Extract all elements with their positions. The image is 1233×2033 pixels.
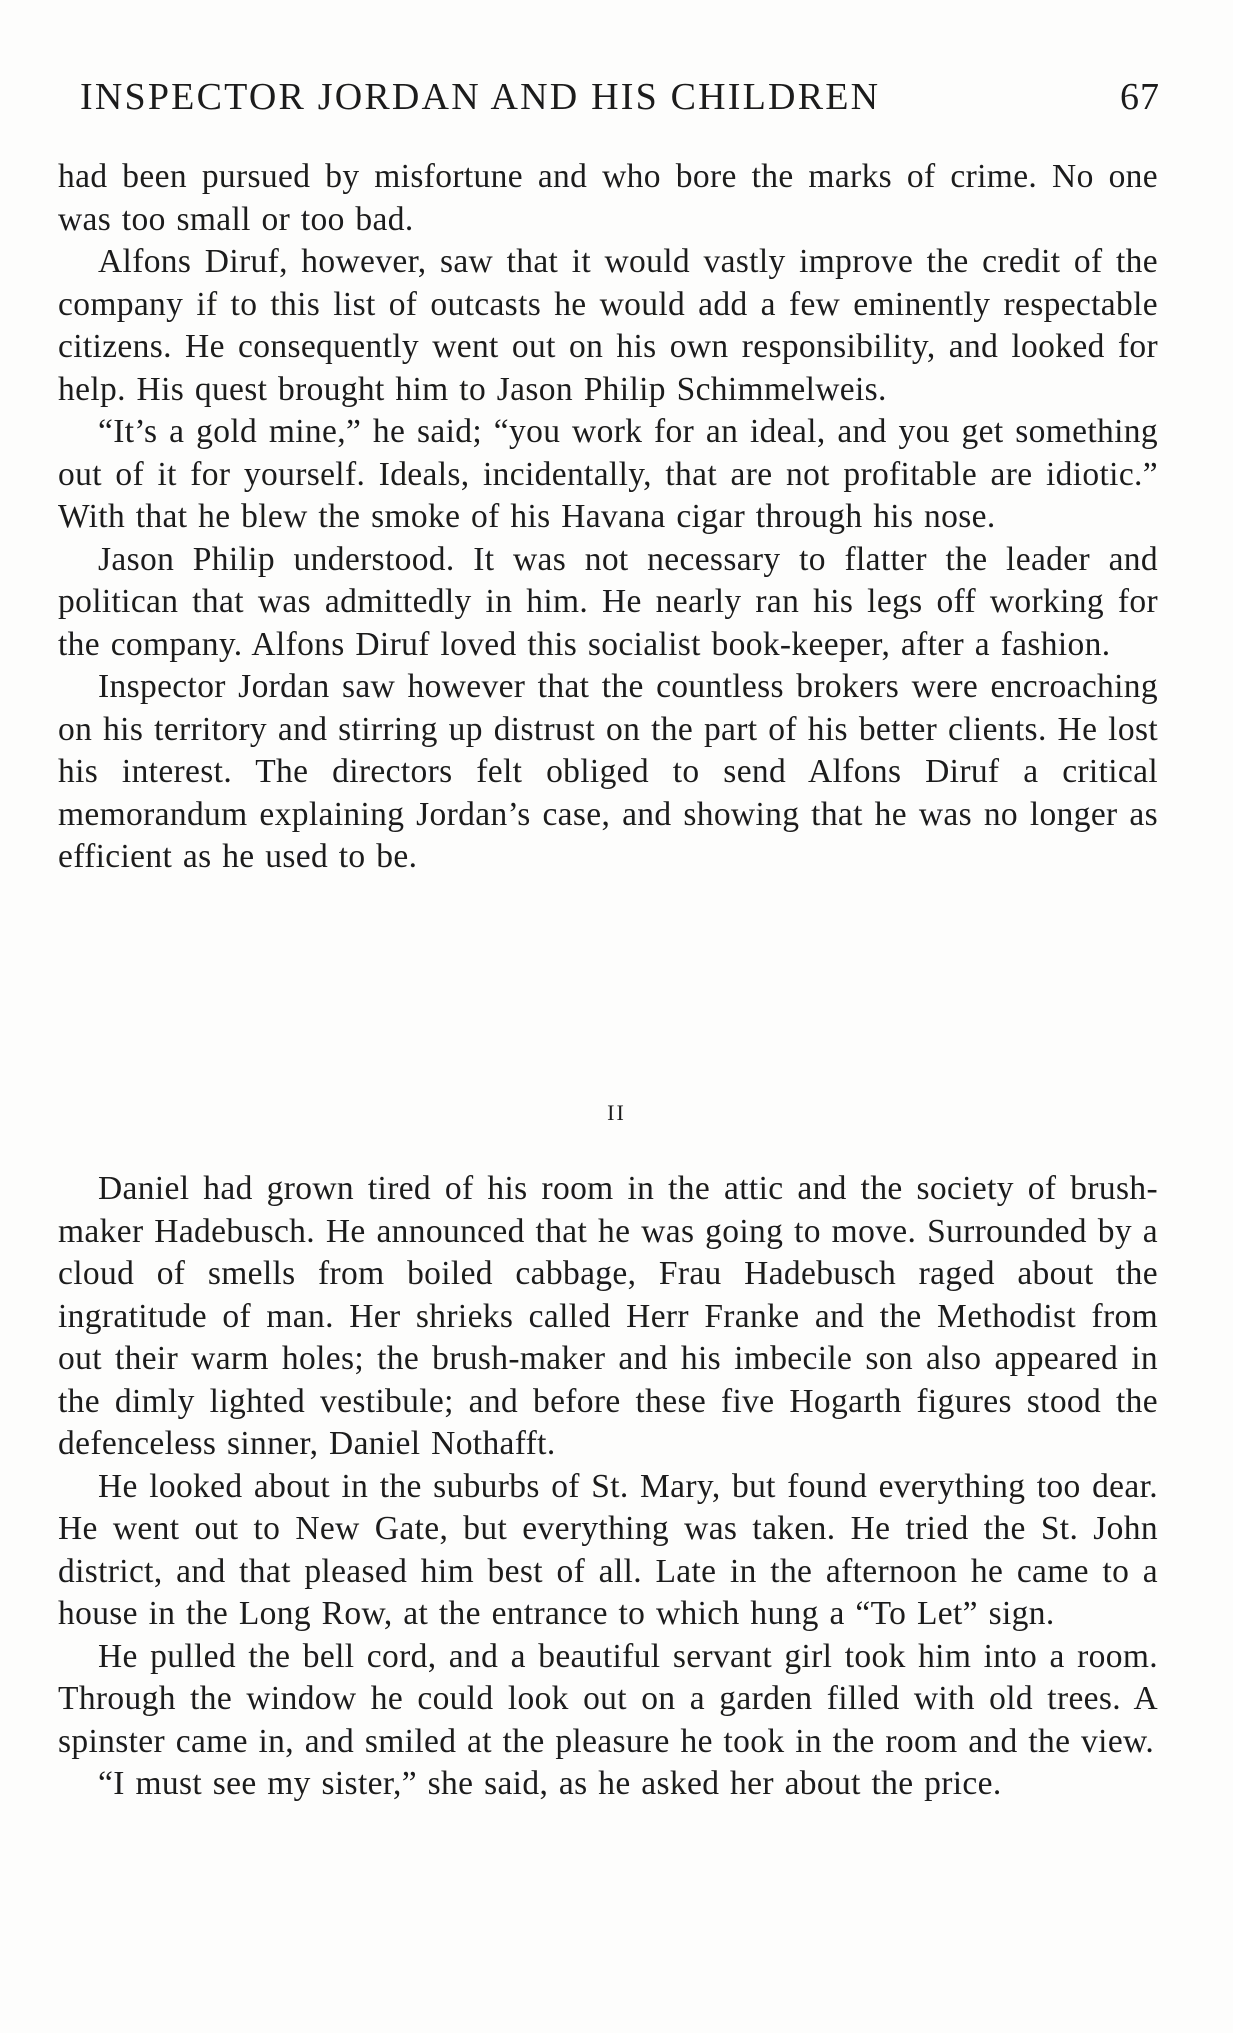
running-head [80, 72, 1160, 122]
page-number: 67 [1120, 76, 1160, 118]
paragraph: “It’s a gold mine,” he said; “you work for an ideal, and you get something out of it for yourself. Ideals, incidentally, that are not profitable are idiotic.” With that he blew the smoke of his Havana cigar through his nose. [58, 413, 1158, 535]
paragraph: had been pursued by misfortune and who bore the marks of crime. No one was too small or too bad. [58, 158, 1158, 238]
running-title: INSPECTOR JORDAN AND HIS CHILDREN [80, 76, 881, 118]
paragraph: Jason Philip understood. It was not necessary to flatter the leader and politican that was admittedly in him. He nearly ran his legs off working for the company. Alfons Diruf loved this socialist book-keeper, after a fashion. [58, 540, 1158, 663]
paragraph: Inspector Jordan saw however that the countless brokers were encroaching on his territory and stirring up distrust on the part of his better clients. He lost his interest. The directors felt obliged to send Alfons Diruf a critical memorandum explaining Jordan’s case, and showing that he was no longer as efficient as he used to be. [58, 668, 1158, 875]
paragraph: Alfons Diruf, however, saw that it would vastly improve the credit of the company if to this list of outcasts he would add a few eminently respectable citizens. He consequently went out on his own responsibility, and looked for help. His quest brought him to Jason Philip Schimmelweis. [58, 243, 1158, 408]
paragraph: He looked about in the suburbs of St. Mary, but found everything too dear. He went out to New Gate, but everything was taken. He tried the St. John district, and that pleased him best of all. Late in the afternoon he came to a house in the Long Row, at the entrance to which hung a “To Let” sign. [58, 1467, 1158, 1632]
section-one-text [58, 156, 1158, 879]
paragraph: He pulled the bell cord, and a beautiful servant girl took him into a room. Through the window he could look out on a garden filled with old trees. A spinster came in, and smiled at the pleasure he took in the room and the view. [58, 1637, 1158, 1760]
paragraph: Daniel had grown tired of his room in the attic and the society of brush-maker Hadebusch. He announced that he was going to move. Surrounded by a cloud of smells from boiled cabbage, Frau Hadebusch raged about the ingratitude of man. Her shrieks called Herr Franke and the Methodist from out their warm holes; the brush-maker and his imbecile son also appeared in the dimly lighted vestibule; and before these five Hogarth figures stood the defenceless sinner, Daniel Nothafft. [58, 1170, 1158, 1462]
section-two-text [58, 1168, 1158, 1806]
section-number: II [607, 1100, 626, 1125]
paragraph: “I must see my sister,” she said, as he asked her about the price. [98, 1765, 1002, 1802]
